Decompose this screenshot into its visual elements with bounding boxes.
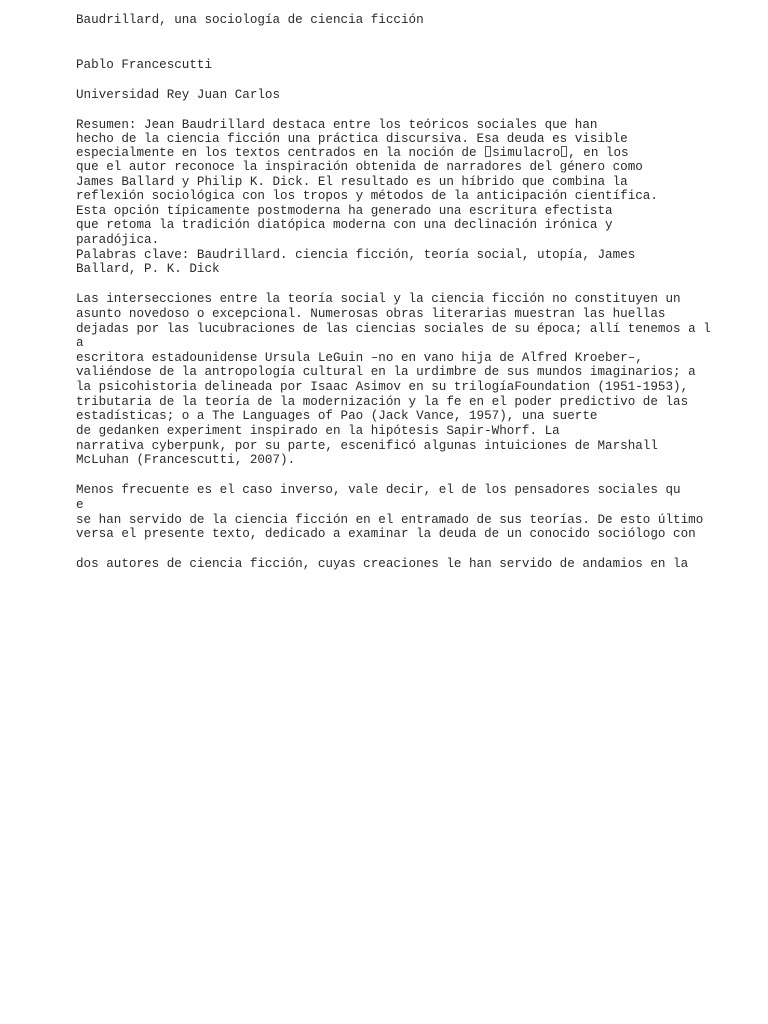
document-title: Baudrillard, una sociología de ciencia ficción (76, 13, 424, 27)
abstract-line: Resumen: Jean Baudrillard destaca entre los teóricos sociales que han (76, 118, 598, 132)
body-line: narrativa cyberpunk, por su parte, escenificó algunas intuiciones de Marshall (76, 439, 658, 453)
abstract-line: paradójica. (76, 233, 160, 247)
body-line: Menos frecuente es el caso inverso, vale decir, el de los pensadores sociales qu (76, 483, 681, 497)
abstract-line: que el autor reconoce la inspiración obtenida de narradores del género como (76, 160, 643, 174)
missing-glyph-icon (561, 146, 567, 157)
body-line: e (76, 498, 84, 512)
abstract-keyword-simulacro: simulacro (492, 146, 561, 160)
author-name: Pablo Francescutti (76, 58, 213, 72)
author-affiliation: Universidad Rey Juan Carlos (76, 88, 281, 102)
abstract-line: que retoma la tradición diatópica moderna con una declinación irónica y (76, 218, 613, 232)
keywords-line: Palabras clave: Baudrillard. ciencia ficción, teoría social, utopía, James (76, 248, 636, 262)
body-line: valiéndose de la antropología cultural en la urdimbre de sus mundos imaginarios; a (76, 365, 696, 379)
missing-glyph-icon (485, 146, 491, 157)
body-line: asunto novedoso o excepcional. Numerosas obras literarias muestran las huellas (76, 307, 666, 321)
body-line: la psicohistoria delineada por Isaac Asimov en su trilogíaFoundation (1951-1953), (76, 380, 689, 394)
body-line: a (76, 336, 84, 350)
abstract-line: hecho de la ciencia ficción una práctica discursiva. Esa deuda es visible (76, 132, 628, 146)
abstract-line-tail: , en los (568, 146, 629, 160)
body-line: tributaria de la teoría de la modernización y la fe en el poder predictivo de las (76, 395, 689, 409)
body-line: dejadas por las lucubraciones de las ciencias sociales de su época; allí tenemos a l (76, 322, 711, 336)
body-line: versa el presente texto, dedicado a examinar la deuda de un conocido sociólogo con (76, 527, 696, 541)
abstract-line: reflexión sociológica con los tropos y métodos de la anticipación científica. (76, 189, 658, 203)
abstract-line (76, 146, 629, 160)
abstract-line: James Ballard y Philip K. Dick. El resultado es un híbrido que combina la (76, 175, 628, 189)
body-line: McLuhan (Francescutti, 2007). (76, 453, 296, 467)
body-line: estadísticas; o a The Languages of Pao (Jack Vance, 1957), una suerte (76, 409, 598, 423)
body-line: dos autores de ciencia ficción, cuyas creaciones le han servido de andamios en la (76, 557, 689, 571)
body-line: se han servido de la ciencia ficción en el entramado de sus teorías. De esto último (76, 513, 704, 527)
body-line: Las intersecciones entre la teoría social y la ciencia ficción no constituyen un (76, 292, 681, 306)
abstract-line-head: especialmente en los textos centrados en la noción de (76, 146, 485, 160)
keywords-line: Ballard, P. K. Dick (76, 262, 220, 276)
body-line: de gedanken experiment inspirado en la hipótesis Sapir-Whorf. La (76, 424, 560, 438)
body-line: escritora estadounidense Ursula LeGuin –no en vano hija de Alfred Kroeber–, (76, 351, 643, 365)
abstract-line: Esta opción típicamente postmoderna ha generado una escritura efectista (76, 204, 613, 218)
